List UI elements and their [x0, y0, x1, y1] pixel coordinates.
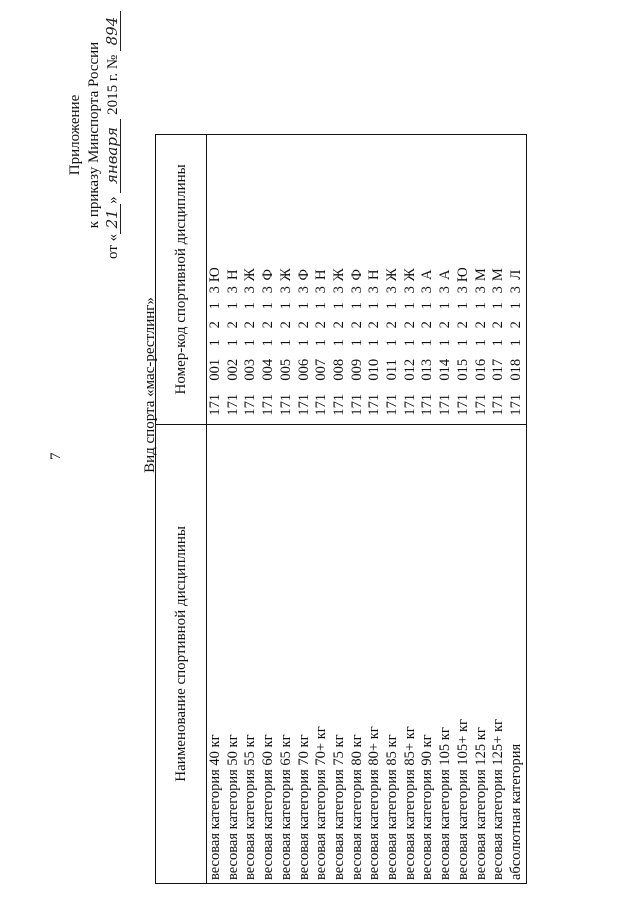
code-part: Н: [313, 269, 330, 280]
discipline-name-cell: весовая категория 55 кг: [242, 424, 260, 883]
code-part: 002: [224, 358, 241, 381]
code-part: 1: [348, 302, 365, 310]
code-part: 1: [207, 302, 223, 310]
code-part: 1: [277, 302, 294, 310]
code-part: 3: [348, 286, 365, 294]
discipline-code-cell: [419, 135, 437, 425]
code-part: 2: [384, 321, 401, 329]
discipline-name-cell: весовая категория 80+ кг: [366, 424, 384, 883]
code-part: 2: [454, 321, 471, 329]
code-part: Ж: [384, 268, 401, 282]
code-part: 3: [330, 286, 347, 294]
code-part: 3: [295, 286, 312, 294]
code-part: 171: [490, 393, 507, 416]
code-part: 2: [277, 321, 294, 329]
code-part: 1: [242, 302, 259, 310]
code-part: 171: [330, 393, 347, 416]
discipline-code-cell: [384, 135, 402, 425]
code-part: 2: [419, 321, 436, 329]
code-part: 1: [490, 339, 507, 347]
table-row: [384, 135, 402, 884]
code-part: 1: [242, 339, 259, 347]
code-part: 1: [437, 302, 454, 310]
code-part: Н: [224, 269, 241, 280]
discipline-name-cell: весовая категория 65 кг: [278, 424, 296, 883]
code-part: М: [472, 268, 489, 282]
discipline-name-cell: весовая категория 105 кг: [437, 424, 455, 883]
code-part: 171: [366, 393, 383, 416]
discipline-code-cell: [331, 135, 349, 425]
code-part: 2: [260, 321, 277, 329]
discipline-code-cell: [366, 135, 384, 425]
discipline-code-cell: [490, 135, 508, 425]
code-part: Ю: [454, 267, 471, 283]
code-part: 003: [242, 358, 259, 381]
table-row: [490, 135, 508, 884]
code-part: 2: [366, 321, 383, 329]
code-part: Л: [507, 269, 524, 280]
discipline-code-cell: [313, 135, 331, 425]
code-part: 2: [437, 321, 454, 329]
code-part: 171: [277, 393, 294, 416]
code-part: 1: [384, 302, 401, 310]
code-part: 1: [277, 339, 294, 347]
code-part: 017: [490, 358, 507, 381]
code-part: 1: [419, 339, 436, 347]
code-part: А: [419, 269, 436, 280]
code-part: Ю: [207, 267, 223, 283]
code-part: 3: [419, 286, 436, 294]
discipline-name-cell: абсолютная категория: [508, 424, 526, 883]
discipline-name-cell: весовая категория 50 кг: [225, 424, 243, 883]
table-row: [349, 135, 367, 884]
code-part: 1: [366, 339, 383, 347]
discipline-code-cell: [349, 135, 367, 425]
discipline-code-cell: [225, 135, 243, 425]
table-row: [419, 135, 437, 884]
code-part: Ж: [401, 268, 418, 282]
code-part: 1: [419, 302, 436, 310]
code-part: 171: [454, 393, 471, 416]
code-part: 171: [224, 393, 241, 416]
code-part: 1: [472, 302, 489, 310]
code-part: Н: [366, 269, 383, 280]
code-part: 171: [260, 393, 277, 416]
code-part: 011: [384, 359, 401, 381]
code-part: 2: [490, 321, 507, 329]
code-part: Ф: [295, 268, 312, 281]
table-row: [278, 135, 296, 884]
code-part: 2: [472, 321, 489, 329]
discipline-name-cell: весовая категория 70 кг: [296, 424, 314, 883]
code-part: 1: [454, 339, 471, 347]
page-number: 7: [48, 452, 64, 460]
code-part: 1: [384, 339, 401, 347]
table-row: [437, 135, 455, 884]
code-part: 1: [330, 302, 347, 310]
code-part: 1: [401, 339, 418, 347]
table-row: [296, 135, 314, 884]
code-part: 171: [295, 393, 312, 416]
code-part: 2: [295, 321, 312, 329]
discipline-code-cell: [260, 135, 278, 425]
table-row: [366, 135, 384, 884]
code-part: 1: [207, 339, 223, 347]
header-discipline-name: Наименование спортивной дисциплины: [156, 424, 207, 883]
code-part: 1: [490, 302, 507, 310]
code-part: 2: [330, 321, 347, 329]
handwritten-order-number: 894: [105, 11, 121, 51]
code-part: 1: [260, 339, 277, 347]
handwritten-month: января: [105, 119, 121, 193]
discipline-name-cell: весовая категория 80 кг: [349, 424, 367, 883]
code-part: 005: [277, 358, 294, 381]
code-part: 1: [454, 302, 471, 310]
table-header-row: [156, 135, 207, 884]
code-part: А: [437, 269, 454, 280]
code-part: 3: [207, 286, 223, 294]
code-part: 006: [295, 358, 312, 381]
table-row: [473, 135, 491, 884]
table-row: [225, 135, 243, 884]
code-part: 012: [401, 358, 418, 381]
code-part: 3: [313, 286, 330, 294]
code-part: 3: [454, 286, 471, 294]
code-part: 1: [224, 302, 241, 310]
discipline-name-cell: весовая категория 85+ кг: [402, 424, 420, 883]
table-row: [331, 135, 349, 884]
discipline-name-cell: весовая категория 85 кг: [384, 424, 402, 883]
code-part: 171: [472, 393, 489, 416]
appendix-block: [66, 5, 123, 265]
code-part: 2: [507, 321, 524, 329]
code-part: 1: [330, 339, 347, 347]
code-part: 171: [507, 393, 524, 416]
code-part: 007: [313, 358, 330, 381]
table-row: [402, 135, 420, 884]
code-part: М: [490, 268, 507, 282]
date-mid: »: [105, 196, 121, 204]
code-part: 3: [366, 286, 383, 294]
code-part: Ж: [277, 268, 294, 282]
code-part: 171: [419, 393, 436, 416]
code-part: 014: [437, 358, 454, 381]
code-part: 2: [313, 321, 330, 329]
code-part: 1: [401, 302, 418, 310]
discipline-name-cell: весовая категория 40 кг: [207, 424, 225, 883]
sport-title: Вид спорта «мас-рестлинг»: [142, 297, 158, 473]
discipline-name-cell: весовая категория 125+ кг: [490, 424, 508, 883]
discipline-code-cell: [296, 135, 314, 425]
code-part: 2: [242, 321, 259, 329]
code-part: 2: [224, 321, 241, 329]
code-part: 171: [401, 393, 418, 416]
code-part: 171: [313, 393, 330, 416]
code-part: 1: [295, 302, 312, 310]
code-part: 009: [348, 358, 365, 381]
discipline-name-cell: весовая категория 125 кг: [473, 424, 491, 883]
code-part: 3: [260, 286, 277, 294]
code-part: 3: [437, 286, 454, 294]
code-part: 001: [207, 358, 223, 381]
discipline-code-cell: [508, 135, 526, 425]
code-part: 2: [401, 321, 418, 329]
code-part: 171: [242, 393, 259, 416]
code-part: 1: [224, 339, 241, 347]
header-discipline-code: Номер-код спортивной дисциплины: [156, 135, 207, 425]
table-row: [242, 135, 260, 884]
discipline-name-cell: весовая категория 90 кг: [419, 424, 437, 883]
code-part: 013: [419, 358, 436, 381]
code-part: 3: [384, 286, 401, 294]
discipline-code-cell: [242, 135, 260, 425]
code-part: 3: [472, 286, 489, 294]
appendix-date-line: [104, 5, 123, 265]
table-row: [260, 135, 278, 884]
code-part: 1: [507, 302, 524, 310]
code-part: 008: [330, 358, 347, 381]
code-part: Ф: [260, 268, 277, 281]
code-part: 1: [260, 302, 277, 310]
date-prefix: от «: [105, 233, 121, 259]
code-part: 171: [384, 393, 401, 416]
code-part: 3: [224, 286, 241, 294]
code-part: 171: [348, 393, 365, 416]
discipline-code-cell: [473, 135, 491, 425]
code-part: 1: [295, 339, 312, 347]
code-part: 010: [366, 358, 383, 381]
code-part: 015: [454, 358, 471, 381]
code-part: Ж: [330, 268, 347, 282]
code-part: Ж: [242, 268, 259, 282]
code-part: 1: [437, 339, 454, 347]
code-part: 018: [507, 358, 524, 381]
code-part: 3: [277, 286, 294, 294]
code-part: Ф: [348, 268, 365, 281]
discipline-code-cell: [402, 135, 420, 425]
discipline-code-cell: [278, 135, 296, 425]
code-part: 1: [348, 339, 365, 347]
table-row: [207, 135, 225, 884]
discipline-name-cell: весовая категория 60 кг: [260, 424, 278, 883]
appendix-title: Приложение: [67, 94, 83, 176]
code-part: 3: [242, 286, 259, 294]
appendix-order-line: к приказу Минспорта России: [86, 41, 102, 229]
discipline-name-cell: весовая категория 75 кг: [331, 424, 349, 883]
discipline-name-cell: весовая категория 70+ кг: [313, 424, 331, 883]
table-row: [455, 135, 473, 884]
discipline-code-cell: [207, 135, 225, 425]
code-part: 2: [207, 321, 223, 329]
code-part: 016: [472, 358, 489, 381]
code-part: 1: [366, 302, 383, 310]
code-part: 171: [207, 393, 223, 416]
code-part: 2: [348, 321, 365, 329]
code-part: 1: [507, 339, 524, 347]
discipline-name-cell: весовая категория 105+ кг: [455, 424, 473, 883]
code-part: 3: [507, 286, 524, 294]
table-row: [508, 135, 526, 884]
handwritten-day: 21: [105, 204, 121, 234]
disciplines-table: [155, 134, 527, 884]
code-part: 004: [260, 358, 277, 381]
date-year: 2015 г. №: [105, 54, 121, 115]
discipline-code-cell: [455, 135, 473, 425]
discipline-code-cell: [437, 135, 455, 425]
code-part: 1: [472, 339, 489, 347]
code-part: 3: [401, 286, 418, 294]
code-part: 1: [313, 339, 330, 347]
code-part: 171: [437, 393, 454, 416]
code-part: 3: [490, 286, 507, 294]
table-row: [313, 135, 331, 884]
code-part: 1: [313, 302, 330, 310]
